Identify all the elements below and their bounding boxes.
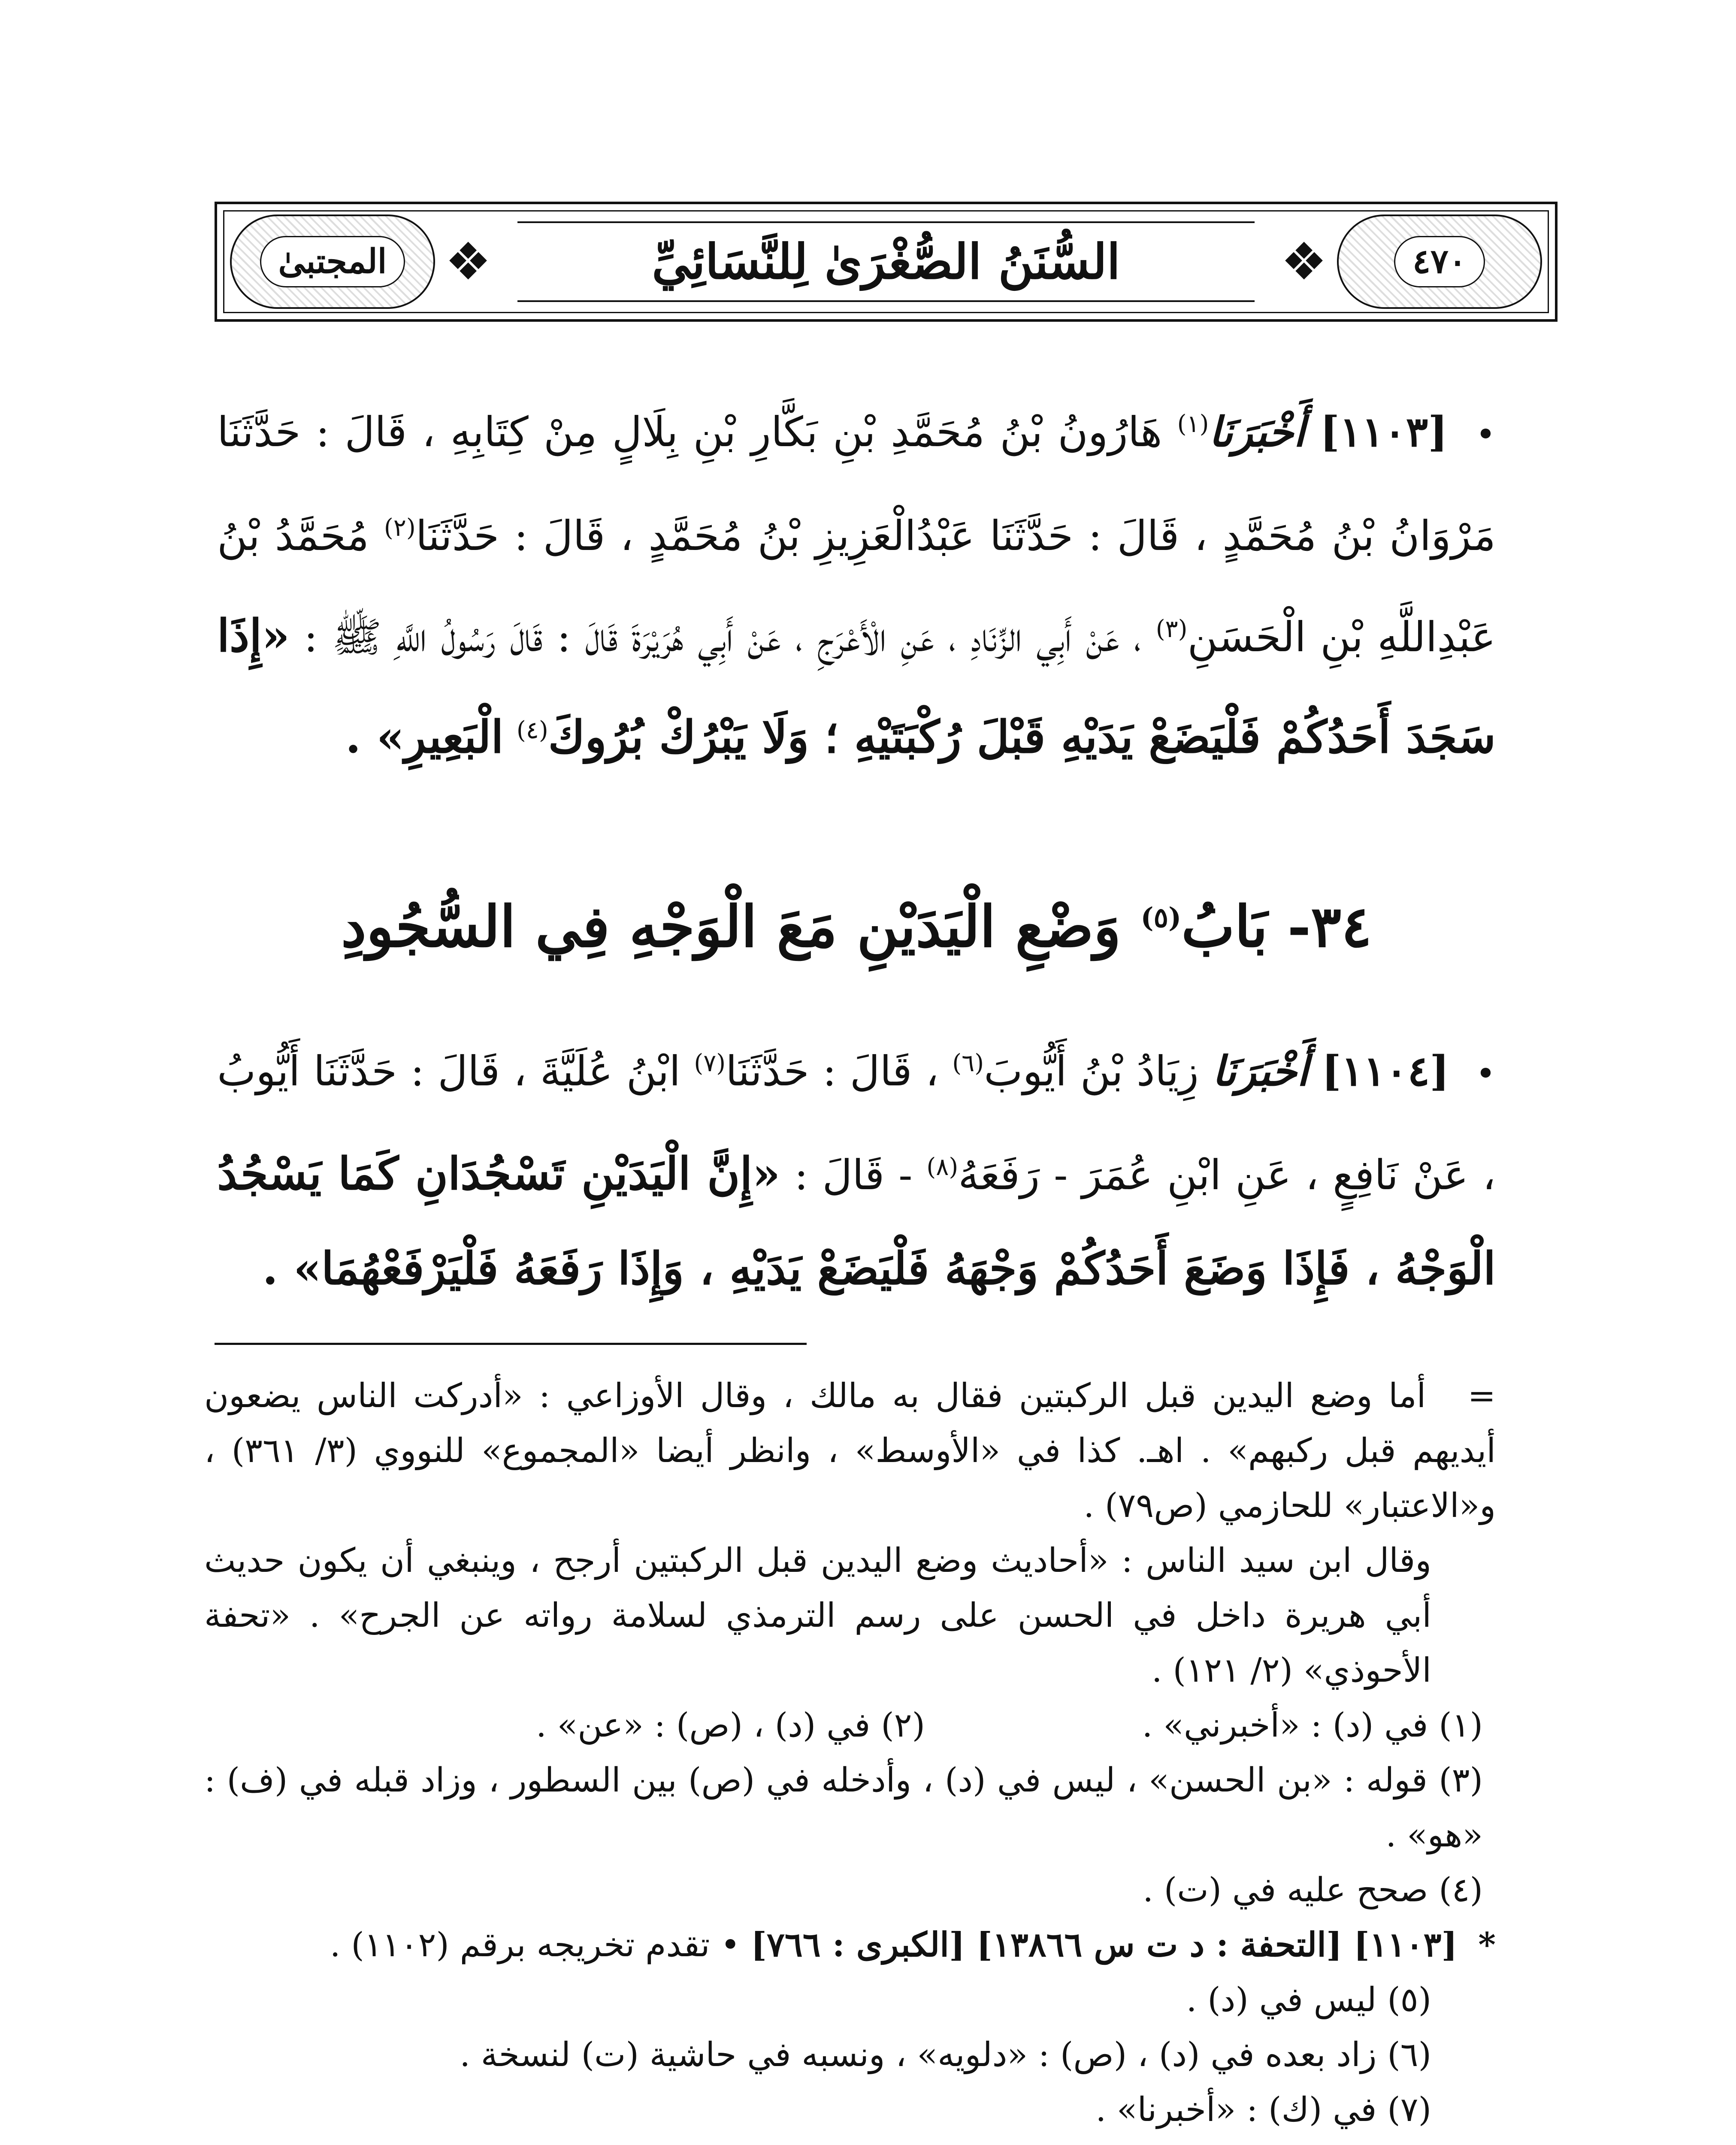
akhbarana-word: أَخْبَرَنَا bbox=[1209, 408, 1305, 456]
footnote-separator bbox=[215, 1343, 807, 1345]
footnote-text: (٧) في (ك) : «أخبرنا» . bbox=[1095, 2091, 1431, 2129]
footnote-text: أما وضع اليدين قبل الركبتين فقال به مالك ، وقال الأوزاعي : «أدركت الناس يضعون أيديهم قبل ركبهم» . اهـ. كذا في «الأوسط» ، وانظر أيضا «المجموع» للنووي (٣/ ٣٦١) ، و«الاعتبار» للحازمي (ص٧٩) . bbox=[204, 1377, 1496, 1525]
hadith-number: [١١٠٤] bbox=[1322, 1047, 1449, 1095]
takhrij-ref: [١١٠٣] [التحفة : د ت س ١٣٨٦٦] [الكبرى : ٧٦٦] bbox=[751, 1925, 1458, 1964]
footnote-continuation bbox=[204, 1533, 1496, 1698]
footnote-ref: (١) bbox=[1177, 410, 1209, 438]
star-icon: * bbox=[1478, 1925, 1496, 1964]
knot-ornament-icon: ❖ bbox=[1281, 232, 1327, 292]
takhrij-1103 bbox=[204, 1918, 1496, 1973]
footnote-ref: (٢) bbox=[384, 514, 416, 542]
takhrij-text: • تقدم تخريجه برقم (١١٠٢) . bbox=[330, 1926, 741, 1964]
footnote-text: (٤) صحح عليه في (ت) . bbox=[1143, 1871, 1483, 1909]
footnote-3 bbox=[204, 1753, 1496, 1863]
isnad-text: ، عَنْ أَبِي الزِّنَادِ ، عَنِ الْأَعْرَجِ ، عَنْ أَبِي هُرَيْرَةَ قَالَ : قَالَ رَسُولُ اللَّهِ ﷺ : bbox=[304, 613, 1142, 661]
hadith-1103 bbox=[217, 378, 1496, 785]
chapter-heading bbox=[217, 875, 1496, 970]
footnote-ref: (٨) bbox=[926, 1153, 959, 1181]
page-number-ornament bbox=[1337, 214, 1542, 309]
matn-text: «إِذَا سَجَدَ أَحَدُكُمْ فَلْيَضَعْ يَدَيْهِ قَبْلَ رُكْبَتَيْهِ ؛ وَلَا يَبْرُكْ بُرُوكَ bbox=[217, 609, 1496, 763]
footnote-continuation bbox=[204, 1369, 1496, 1533]
akhbarana-word: أَخْبَرَنَا bbox=[1212, 1047, 1309, 1095]
footnote-2: (٢) في (د) ، (ص) : «عن» . bbox=[536, 1706, 925, 1745]
footnote-6 bbox=[204, 2027, 1496, 2082]
footnote-text: (٥) ليس في (د) . bbox=[1186, 1981, 1431, 2019]
page-header bbox=[215, 202, 1558, 322]
continuation-mark: = bbox=[1467, 1377, 1496, 1415]
running-title bbox=[517, 221, 1255, 302]
page-number: ٤٧٠ bbox=[1394, 236, 1485, 287]
chapter-title: وَضْعِ الْيَدَيْنِ مَعَ الْوَجْهِ فِي السُّجُودِ bbox=[341, 894, 1121, 960]
footnote-7 bbox=[204, 2082, 1496, 2137]
book-name: المجتبىٰ bbox=[260, 236, 405, 287]
footnote-ref: (٤) bbox=[516, 716, 548, 744]
footnotes bbox=[204, 1369, 1496, 2145]
footnote-text: (٣) قوله : «بن الحسن» ، ليس في (د) ، وأدخله في (ص) بين السطور ، وزاد قبله في (ف) : «هو» . bbox=[204, 1761, 1483, 1855]
footnote-ref: (٥) bbox=[1140, 902, 1182, 934]
bullet-icon: • bbox=[1475, 414, 1496, 454]
footnote-5 bbox=[204, 1973, 1496, 2027]
footnote-1: (١) في (د) : «أخبرني» . bbox=[1142, 1706, 1483, 1745]
matn-text: الْبَعِيرِ» . bbox=[345, 710, 504, 763]
footnote-text: وقال ابن سيد الناس : «أحاديث وضع اليدين قبل الركبتين أرجح ، وينبغي أن يكون حديث أبي هريرة داخل في الحسن على رسم الترمذي لسلامة رواته عن الجرح» . «تحفة الأحوذي» (٢/ ١٢١) . bbox=[204, 1541, 1431, 1690]
matn-text: «إِنَّ الْيَدَيْنِ تَسْجُدَانِ كَمَا يَسْجُدُ الْوَجْهُ ، فَإِذَا وَضَعَ أَحَدُكُمْ وَجْهَهُ فَلْيَضَعْ يَدَيْهِ ، وَإِذَا رَفَعَهُ فَلْيَرْفَعْهُمَا» . bbox=[217, 1147, 1496, 1295]
isnad-text: مُحَمَّدُ بْنُ عَبْدِاللَّهِ بْنِ الْحَسَنِ bbox=[217, 512, 1496, 661]
isnad-text: زِيَادُ بْنُ أَيُّوبَ bbox=[984, 1047, 1199, 1095]
footnote-ref: (٦) bbox=[952, 1049, 984, 1077]
footnote-4 bbox=[204, 1863, 1496, 1918]
footnote-ref: (٣) bbox=[1155, 615, 1188, 643]
knot-ornament-icon: ❖ bbox=[445, 232, 491, 292]
book-title: السُّنَنُ الصُّغْرَىٰ لِلنَّسَائِيِّ bbox=[652, 233, 1120, 290]
isnad-text: - قَالَ : bbox=[794, 1151, 913, 1199]
chapter-label: ٣٤- بَابُ bbox=[1181, 894, 1372, 960]
hadith-number: [١١٠٣] bbox=[1320, 408, 1448, 456]
footnote-text: (٦) زاد بعده في (د) ، (ص) : «دلويه» ، ونسبه في حاشية (ت) لنسخة . bbox=[460, 2036, 1431, 2074]
isnad-text: ، قَالَ : حَدَّثَنَا bbox=[726, 1047, 939, 1095]
isnad-text: ابْنُ عُلَيَّةَ ، قَالَ : حَدَّثَنَا أَيُّوبُ ، عَنْ نَافِعٍ ، عَنِ ابْنِ عُمَرَ - رَفَعَهُ bbox=[217, 1047, 1496, 1199]
bullet-icon: • bbox=[1475, 1054, 1496, 1094]
isnad-text: هَارُونُ بْنُ مُحَمَّدِ بْنِ بَكَّارِ بْنِ بِلَالٍ مِنْ كِتَابِهِ ، قَالَ : حَدَّثَنَا مَرْوَانُ بْنُ مُحَمَّدٍ ، قَالَ : حَدَّثَنَا عَبْدُالْعَزِيزِ بْنُ مُحَمَّدٍ ، قَالَ : حَدَّثَنَا bbox=[217, 408, 1496, 560]
footnote-row bbox=[204, 1698, 1496, 1753]
book-name-ornament bbox=[230, 214, 435, 309]
hadith-1104 bbox=[217, 1017, 1496, 1317]
footnote-8 bbox=[204, 2137, 1496, 2145]
footnote-ref: (٧) bbox=[694, 1049, 726, 1077]
